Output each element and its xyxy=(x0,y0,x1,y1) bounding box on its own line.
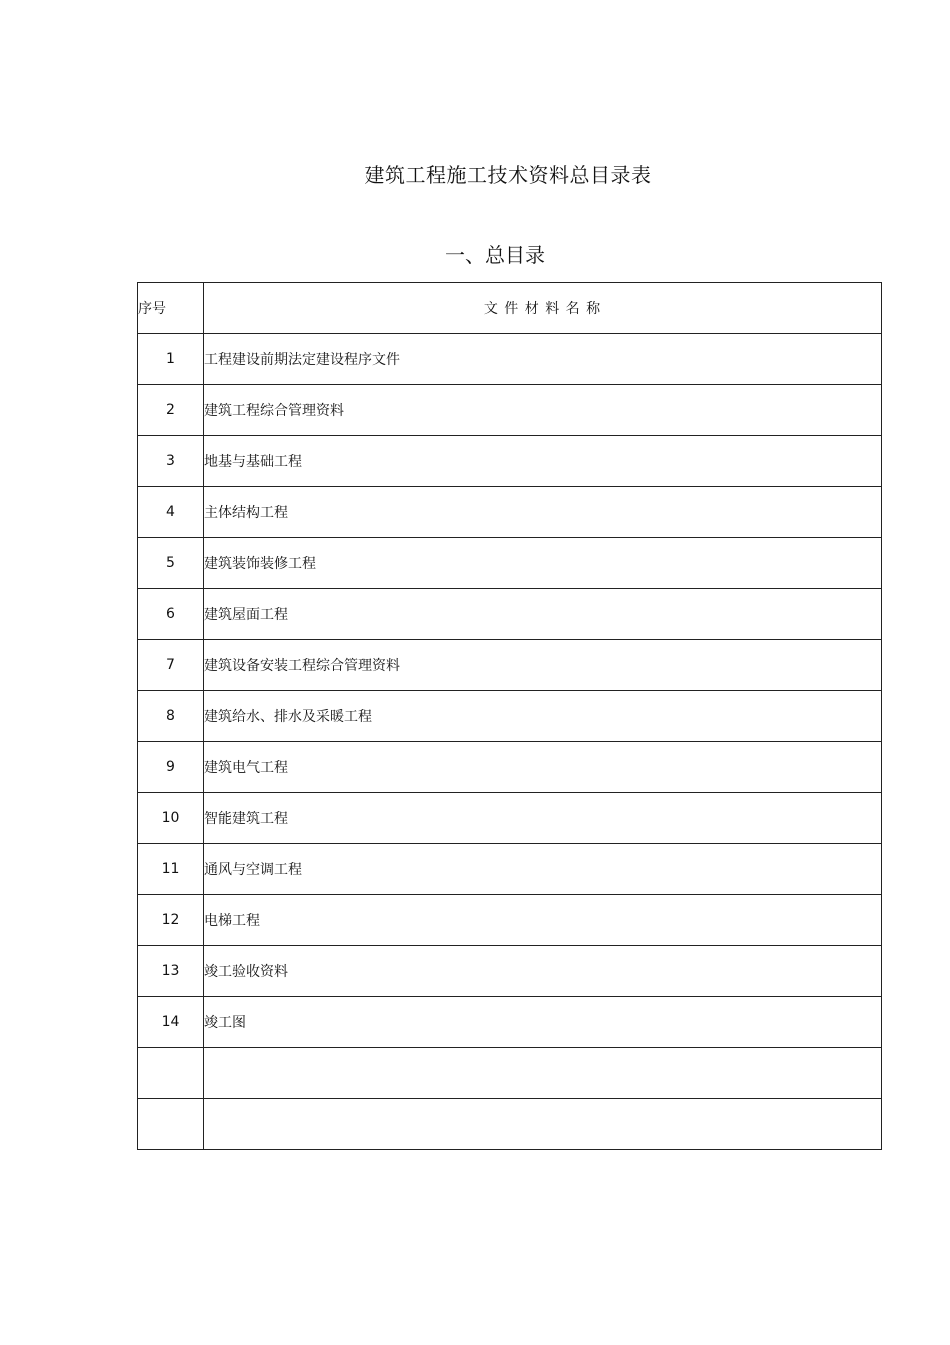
row-document-name: 智能建筑工程 xyxy=(204,793,882,844)
table-row xyxy=(138,640,882,691)
row-serial-number: 6 xyxy=(138,589,204,640)
row-document-name: 建筑工程综合管理资料 xyxy=(204,385,882,436)
row-document-name: 工程建设前期法定建设程序文件 xyxy=(204,334,882,385)
row-document-name: 地基与基础工程 xyxy=(204,436,882,487)
catalog-table xyxy=(137,282,882,1150)
table-header-row xyxy=(138,283,882,334)
row-document-name: 建筑给水、排水及采暖工程 xyxy=(204,691,882,742)
row-serial-number: 11 xyxy=(138,844,204,895)
row-serial-number: 12 xyxy=(138,895,204,946)
row-serial-number xyxy=(138,1048,204,1099)
table-row xyxy=(138,997,882,1048)
table-row xyxy=(138,793,882,844)
row-document-name: 建筑设备安装工程综合管理资料 xyxy=(204,640,882,691)
row-document-name: 竣工验收资料 xyxy=(204,946,882,997)
row-serial-number: 14 xyxy=(138,997,204,1048)
row-document-name: 建筑装饰装修工程 xyxy=(204,538,882,589)
table-row xyxy=(138,385,882,436)
table-row xyxy=(138,691,882,742)
row-document-name: 通风与空调工程 xyxy=(204,844,882,895)
table-row xyxy=(138,742,882,793)
table-row xyxy=(138,946,882,997)
row-serial-number: 3 xyxy=(138,436,204,487)
table-row xyxy=(138,487,882,538)
row-document-name xyxy=(204,1048,882,1099)
table-row xyxy=(138,895,882,946)
row-document-name xyxy=(204,1099,882,1150)
row-document-name: 建筑屋面工程 xyxy=(204,589,882,640)
table-row xyxy=(138,1099,882,1150)
row-serial-number: 8 xyxy=(138,691,204,742)
row-document-name: 竣工图 xyxy=(204,997,882,1048)
row-serial-number: 1 xyxy=(138,334,204,385)
row-serial-number: 7 xyxy=(138,640,204,691)
row-serial-number: 4 xyxy=(138,487,204,538)
table-row xyxy=(138,436,882,487)
row-serial-number: 5 xyxy=(138,538,204,589)
row-document-name: 建筑电气工程 xyxy=(204,742,882,793)
row-document-name: 主体结构工程 xyxy=(204,487,882,538)
section-title: 一、总目录 xyxy=(445,243,545,267)
catalog-table-body xyxy=(138,283,882,1150)
document-title: 建筑工程施工技术资料总目录表 xyxy=(364,163,652,187)
table-row xyxy=(138,538,882,589)
row-serial-number: 9 xyxy=(138,742,204,793)
header-serial-number: 序号 xyxy=(138,283,204,334)
table-row xyxy=(138,334,882,385)
row-document-name: 电梯工程 xyxy=(204,895,882,946)
row-serial-number: 13 xyxy=(138,946,204,997)
table-row xyxy=(138,1048,882,1099)
header-document-name: 文 件 材 料 名 称 xyxy=(204,283,882,334)
row-serial-number xyxy=(138,1099,204,1150)
row-serial-number: 2 xyxy=(138,385,204,436)
table-row xyxy=(138,844,882,895)
table-row xyxy=(138,589,882,640)
row-serial-number: 10 xyxy=(138,793,204,844)
